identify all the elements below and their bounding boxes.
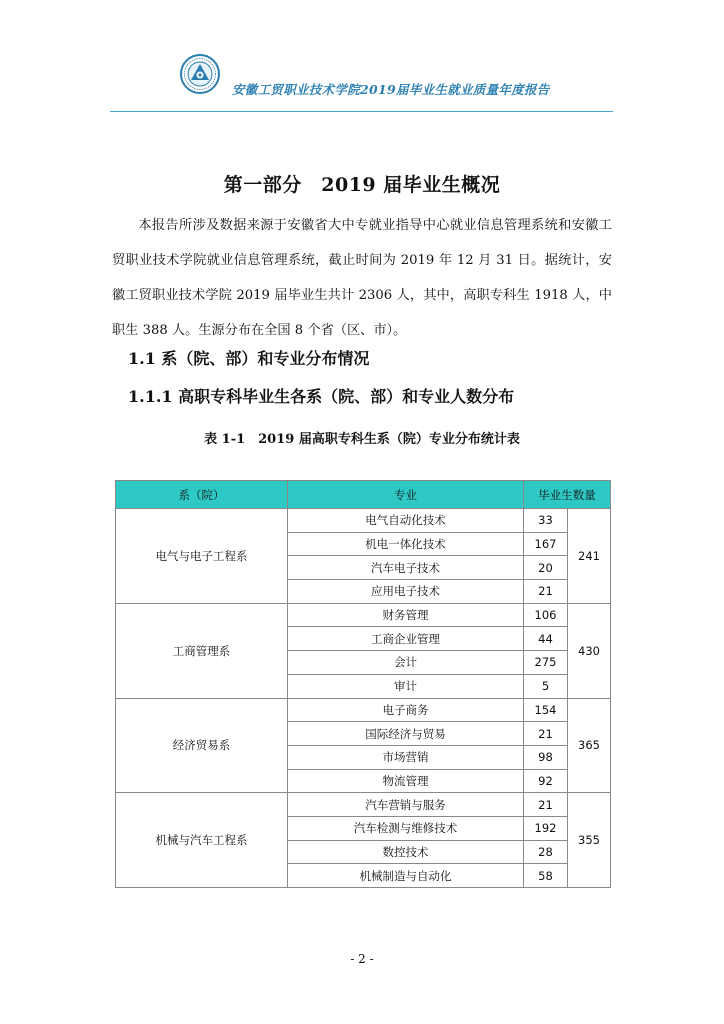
count-cell: 98 xyxy=(524,745,568,769)
count-cell: 5 xyxy=(524,674,568,698)
total-cell: 241 xyxy=(568,509,611,604)
total-cell: 365 xyxy=(568,698,611,793)
section-heading-1-1-1: 1.1.1 高职专科毕业生各系（院、部）和专业人数分布 xyxy=(128,387,515,406)
header-count: 毕业生数量 xyxy=(524,481,611,509)
table-row xyxy=(116,603,611,627)
major-cell: 财务管理 xyxy=(288,603,524,627)
count-cell: 92 xyxy=(524,769,568,793)
major-cell: 应用电子技术 xyxy=(288,580,524,604)
major-cell: 工商企业管理 xyxy=(288,627,524,651)
header-title: 安徽工贸职业技术学院2019届毕业生就业质量年度报告 xyxy=(232,82,550,97)
dept-cell: 经济贸易系 xyxy=(116,698,288,793)
count-cell: 21 xyxy=(524,580,568,604)
major-distribution-table xyxy=(115,480,611,888)
count-cell: 44 xyxy=(524,627,568,651)
major-cell: 机械制造与自动化 xyxy=(288,864,524,888)
major-cell: 机电一体化技术 xyxy=(288,532,524,556)
table-header-row xyxy=(116,481,611,509)
major-cell: 审计 xyxy=(288,674,524,698)
count-cell: 33 xyxy=(524,509,568,533)
dept-cell: 机械与汽车工程系 xyxy=(116,793,288,888)
count-cell: 21 xyxy=(524,793,568,817)
header-major: 专业 xyxy=(288,481,524,509)
count-cell: 20 xyxy=(524,556,568,580)
page-number: - 2 - xyxy=(350,952,374,966)
count-cell: 58 xyxy=(524,864,568,888)
count-cell: 167 xyxy=(524,532,568,556)
major-cell: 国际经济与贸易 xyxy=(288,722,524,746)
major-cell: 汽车营销与服务 xyxy=(288,793,524,817)
major-cell: 物流管理 xyxy=(288,769,524,793)
table-row xyxy=(116,793,611,817)
major-cell: 会计 xyxy=(288,651,524,675)
major-cell: 市场营销 xyxy=(288,745,524,769)
header-dept: 系（院） xyxy=(116,481,288,509)
major-cell: 汽车电子技术 xyxy=(288,556,524,580)
intro-text: 本报告所涉及数据来源于安徽省大中专就业指导中心就业信息管理系统和安徽工贸职业技术学院就业信息管理系统，截止时间为 2019 年 12 月 31 日。据统计，安徽工贸职业技术学院 2019 届毕业生共计 2306 人，其中，高职专科生 1918 人，中职生 388 人。生源分布在全国 8 个省（区、市）。 xyxy=(112,218,612,338)
major-cell: 电子商务 xyxy=(288,698,524,722)
table-row xyxy=(116,698,611,722)
major-cell: 汽车检测与维修技术 xyxy=(288,816,524,840)
major-cell: 电气自动化技术 xyxy=(288,509,524,533)
header-divider xyxy=(110,111,613,112)
dept-cell: 工商管理系 xyxy=(116,603,288,698)
total-cell: 355 xyxy=(568,793,611,888)
count-cell: 106 xyxy=(524,603,568,627)
intro-paragraph xyxy=(112,208,612,348)
section-heading-1-1: 1.1 系（院、部）和专业分布情况 xyxy=(128,349,370,368)
count-cell: 28 xyxy=(524,840,568,864)
total-cell: 430 xyxy=(568,603,611,698)
count-cell: 21 xyxy=(524,722,568,746)
table-row xyxy=(116,509,611,533)
college-logo-icon xyxy=(180,54,220,94)
table-caption: 表 1-1 2019 届高职专科生系（院）专业分布统计表 xyxy=(204,432,520,447)
count-cell: 154 xyxy=(524,698,568,722)
count-cell: 192 xyxy=(524,816,568,840)
part-title: 第一部分 2019 届毕业生概况 xyxy=(223,174,501,196)
dept-cell: 电气与电子工程系 xyxy=(116,509,288,604)
page-header xyxy=(110,52,613,112)
count-cell: 275 xyxy=(524,651,568,675)
major-cell: 数控技术 xyxy=(288,840,524,864)
